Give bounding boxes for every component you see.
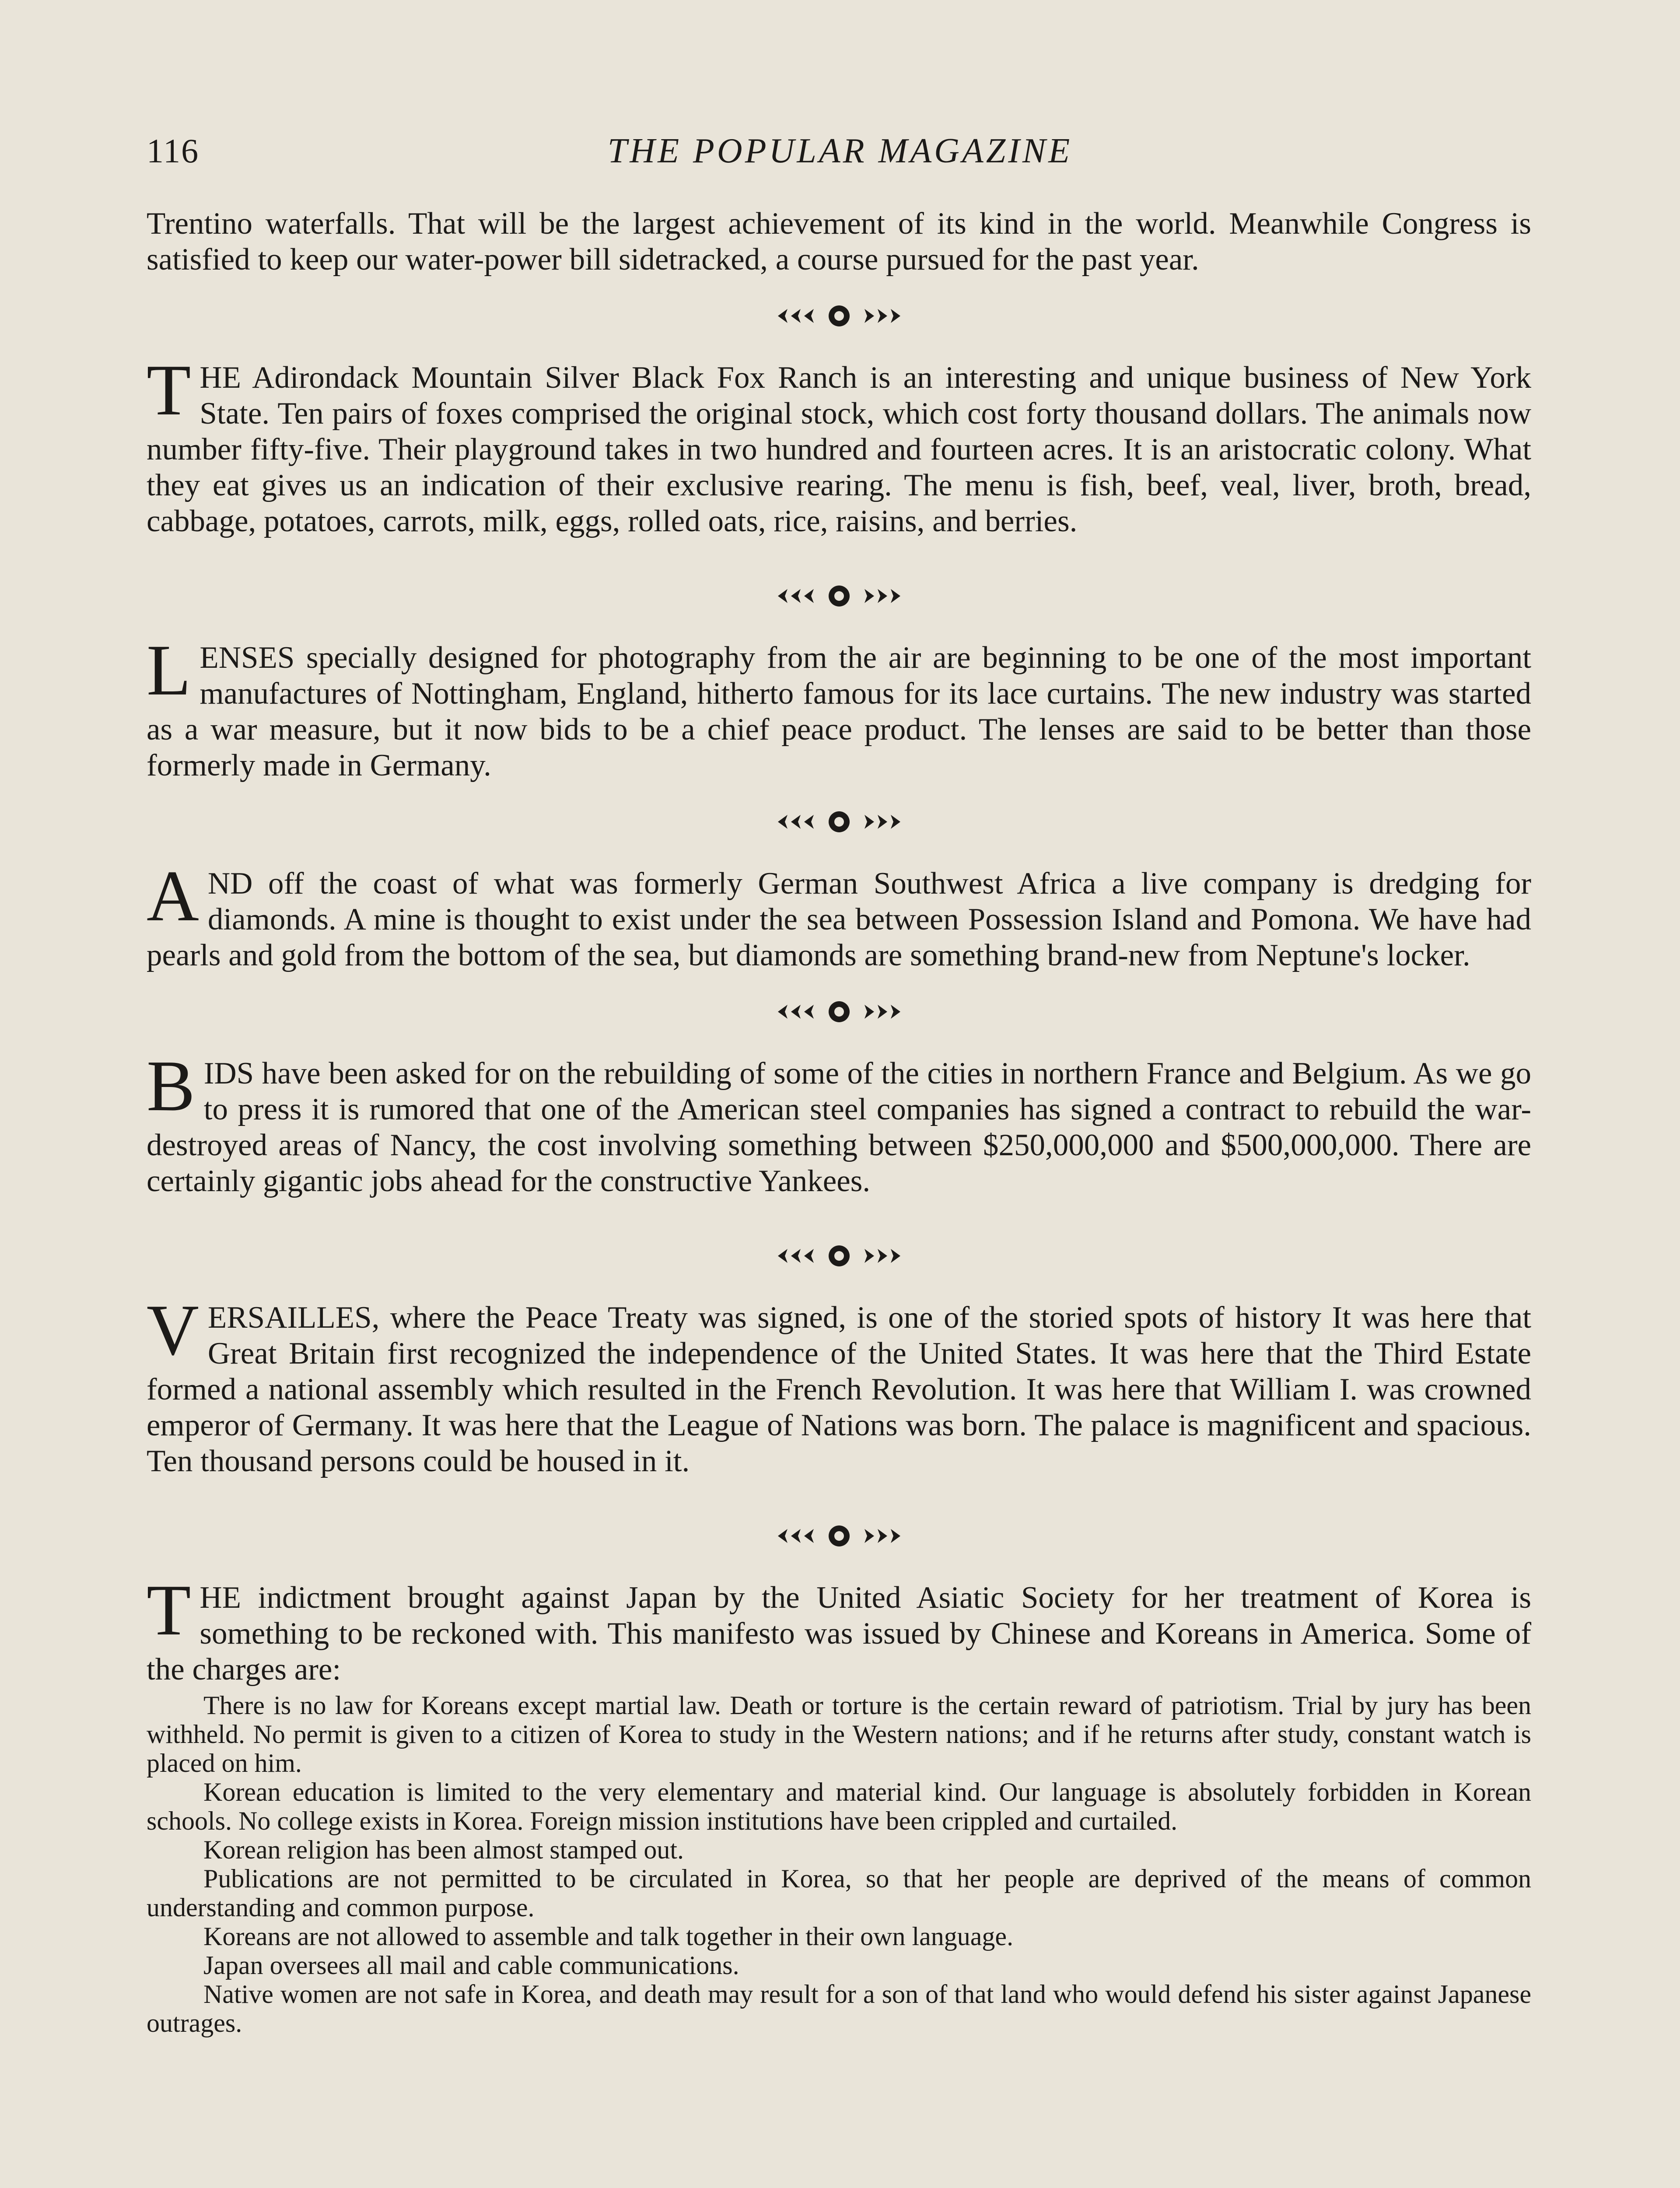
charge-item: There is no law for Koreans except martial law. Death or torture is the certain reward of patriotism. Trial by jury has been withheld. No permit is given to a citizen of Korea to study in the Western nations; and if he returns after study, constant watch is placed on him.	[147, 1691, 1531, 1778]
floral-divider-icon	[147, 1518, 1531, 1553]
paragraph	[147, 206, 1531, 277]
drop-cap: T	[147, 1570, 191, 1650]
floral-divider-icon	[147, 804, 1531, 839]
charge-item: Publications are not permitted to be circulated in Korea, so that her people are deprived of the means of common understanding and common purpose.	[147, 1864, 1531, 1922]
paragraph	[147, 856, 1531, 973]
floral-divider-icon	[147, 994, 1531, 1029]
paragraph-text: IDS have been asked for on the rebuilding of some of the cities in northern France and Belgium. As we go to press it is rumored that one of the American steel companies has signed a contract to rebuild the war-destroyed areas of Nancy, the cost involving something between $250,000,000 and $500,000,000. There are certainly gigantic jobs ahead for the constructive Yankees.	[147, 1056, 1531, 1198]
paragraph-text: ENSES specially designed for photography from the air are beginning to be one of the most important manufactures of Nottingham, England, hitherto famous for its lace curtains. The new industry was started as a war measure, but it now bids to be a chief peace product. The lenses are said to be better than those formerly made in Germany.	[147, 641, 1531, 782]
paragraph	[147, 1290, 1531, 1479]
paragraph-text: HE indictment brought against Japan by the United Asiatic Society for her treatment of Korea is something to be reckoned with. This manifesto was issued by Chinese and Koreans in America. Some of the charges are:	[147, 1581, 1531, 1687]
page-number: 116	[147, 132, 200, 170]
charge-item: Native women are not safe in Korea, and death may result for a son of that land who would defend his sister against Japanese outrages.	[147, 1980, 1531, 2037]
page-header	[147, 131, 1533, 184]
floral-divider-icon	[147, 1238, 1531, 1273]
charge-item: Korean religion has been almost stamped out.	[203, 1835, 684, 1864]
paragraph	[147, 1570, 1531, 1687]
charge-item: Japan oversees all mail and cable communications.	[203, 1951, 739, 1980]
floral-divider-icon	[147, 579, 1531, 614]
running-head: THE POPULAR MAGAZINE	[607, 132, 1073, 170]
paragraph-text: HE Adirondack Mountain Silver Black Fox Ranch is an interesting and unique business of New York State. Ten pairs of foxes comprised the original stock, which cost forty thousand dollars. The animals now number fifty-five. Their playground takes in two hundred and fourteen acres. It is an aristocratic colony. What they eat gives us an indication of their exclusive rearing. The menu is fish, beef, veal, liver, broth, bread, cabbage, potatoes, carrots, milk, eggs, rolled oats, rice, raisins, and berries.	[147, 361, 1531, 538]
drop-cap: T	[147, 350, 191, 430]
drop-cap: V	[147, 1290, 199, 1370]
article-body	[147, 206, 1531, 2037]
floral-divider-icon	[147, 298, 1531, 333]
drop-cap: L	[147, 630, 191, 710]
paragraph	[147, 630, 1531, 783]
drop-cap: A	[147, 856, 199, 936]
charges-list	[147, 1691, 1531, 2037]
drop-cap: B	[147, 1045, 195, 1126]
paragraph-text: Trentino waterfalls. That will be the largest achievement of its kind in the world. Meanwhile Congress is satisfied to keep our water-power bill sidetracked, a course pursued for the past year.	[147, 207, 1531, 277]
paragraph-text: ND off the coast of what was formerly German Southwest Africa a live company is dredging for diamonds. A mine is thought to exist under the sea between Possession Island and Pomona. We have had pearls and gold from the bottom of the sea, but diamonds are something brand-new from Neptune's locker.	[147, 866, 1531, 972]
charge-item: Koreans are not allowed to assemble and talk together in their own language.	[203, 1922, 1014, 1951]
charge-item: Korean education is limited to the very elementary and material kind. Our language is absolutely forbidden in Korean schools. No college exists in Korea. Foreign mission institutions have been crippled and curtailed.	[147, 1778, 1531, 1835]
paragraph	[147, 1045, 1531, 1199]
paragraph-text: ERSAILLES, where the Peace Treaty was signed, is one of the storied spots of history It was here that Great Britain first recognized the independence of the United States. It was here that the Third Estate formed a national assembly which resulted in the French Revolution. It was here that William I. was crowned emperor of Germany. It was here that the League of Nations was born. The palace is magnificent and spacious. Ten thousand persons could be housed in it.	[147, 1301, 1531, 1478]
paragraph	[147, 350, 1531, 539]
